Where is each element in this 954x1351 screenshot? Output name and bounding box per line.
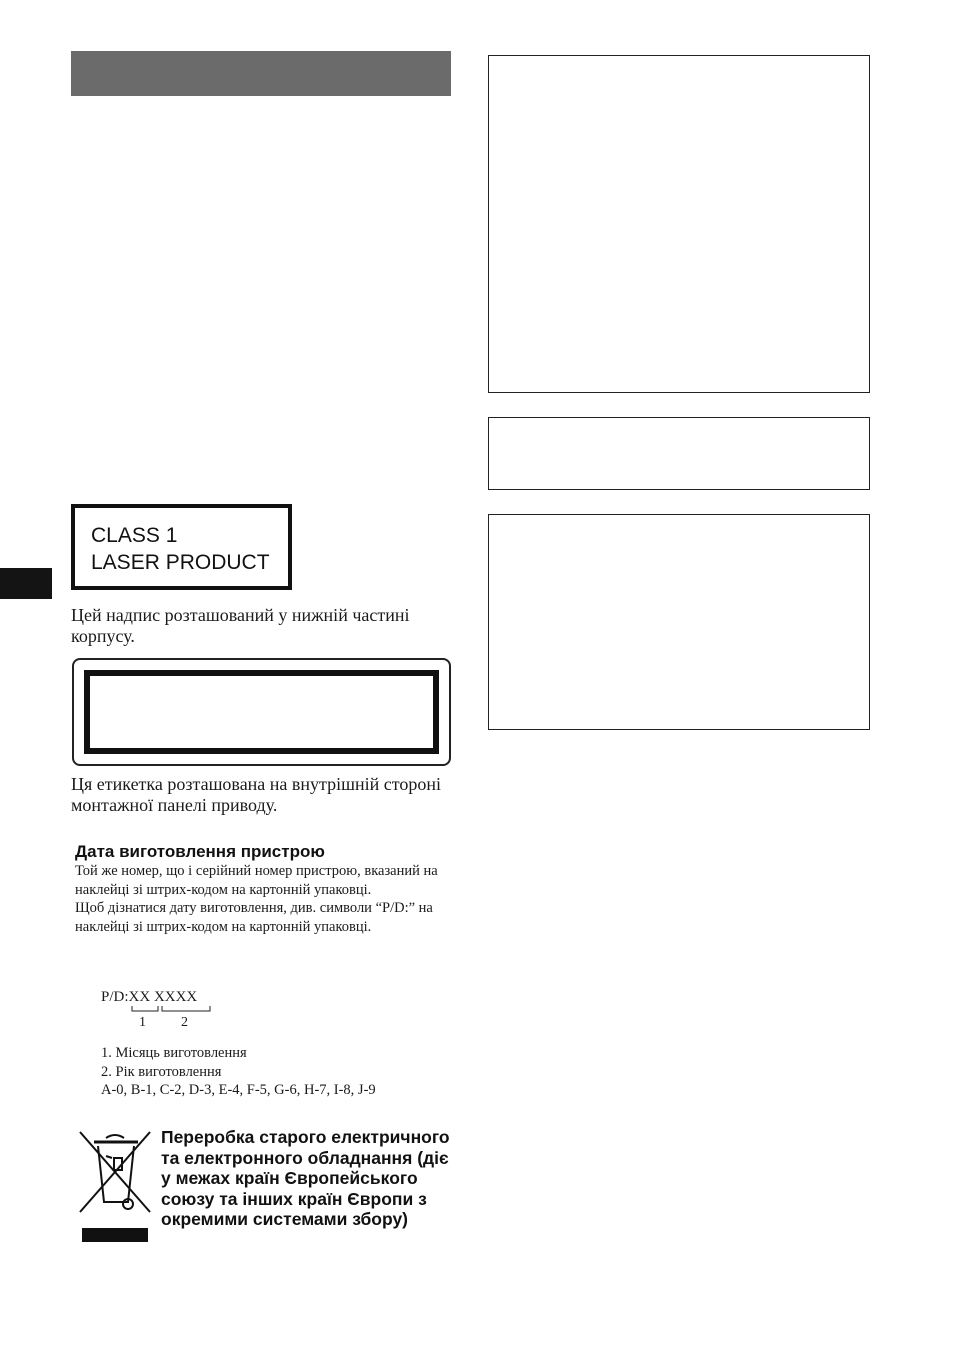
- class1-laser-label: [71, 504, 292, 590]
- laser-label-line1: CLASS 1: [91, 524, 178, 547]
- pd-code-braces: [128, 1005, 218, 1015]
- caution-label-frame: [72, 658, 451, 766]
- caution-label-inner-frame: [84, 670, 439, 754]
- pd-marker-2: 2: [181, 1015, 188, 1030]
- legend-item-month: 1. Місяць виготовлення: [101, 1045, 247, 1061]
- brace-part2: [162, 1006, 210, 1011]
- legend-item-year-codes: A-0, B-1, C-2, D-3, E-4, F-5, G-6, H-7, I-8, J-9: [101, 1082, 376, 1098]
- pd-code-part2: XXXX: [153, 989, 198, 1005]
- pd-code-legend: [101, 1044, 461, 1100]
- manufacture-date-para2: Щоб дізнатися дату виготовлення, див. символи “P/D:” на наклейці зі штрих-кодом на картонній упаковці.: [75, 900, 433, 935]
- caution-label-caption: Ця етикетка розташована на внутрішній стороні монтажної панелі приводу.: [71, 774, 442, 815]
- pd-marker-1: 1: [139, 1015, 146, 1030]
- brace-part1: [132, 1006, 158, 1011]
- weee-disposal-heading: Переробка старого електричного та електронного обладнання (діє у межах країн Європейського союзу та інших країн Європи з окремими системами збору): [161, 1127, 450, 1229]
- crossed-out-wheelie-bin-icon: [76, 1128, 154, 1244]
- pd-code-diagram: [101, 989, 197, 1006]
- laser-label-line2: LASER PRODUCT: [91, 551, 270, 574]
- laser-label-caption: Цей надпис розташований у нижній частині корпусу.: [71, 605, 410, 646]
- notice-box-3: [488, 514, 870, 730]
- section-header-bar: [71, 51, 451, 96]
- notice-box-2: [488, 417, 870, 490]
- manufacture-date-body: [75, 862, 455, 936]
- legend-item-year: 2. Рік виготовлення: [101, 1063, 222, 1080]
- pd-code-prefix: P/D:: [101, 989, 129, 1005]
- page-side-tab: [0, 568, 52, 599]
- manufacture-date-heading: Дата виготовлення пристрою: [75, 842, 325, 861]
- notice-box-1: [488, 55, 870, 393]
- pd-code-part1: XX: [128, 989, 151, 1005]
- manufacture-date-para1: Той же номер, що і серійний номер пристрою, вказаний на наклейці зі штрих-кодом на картонній упаковці.: [75, 863, 438, 898]
